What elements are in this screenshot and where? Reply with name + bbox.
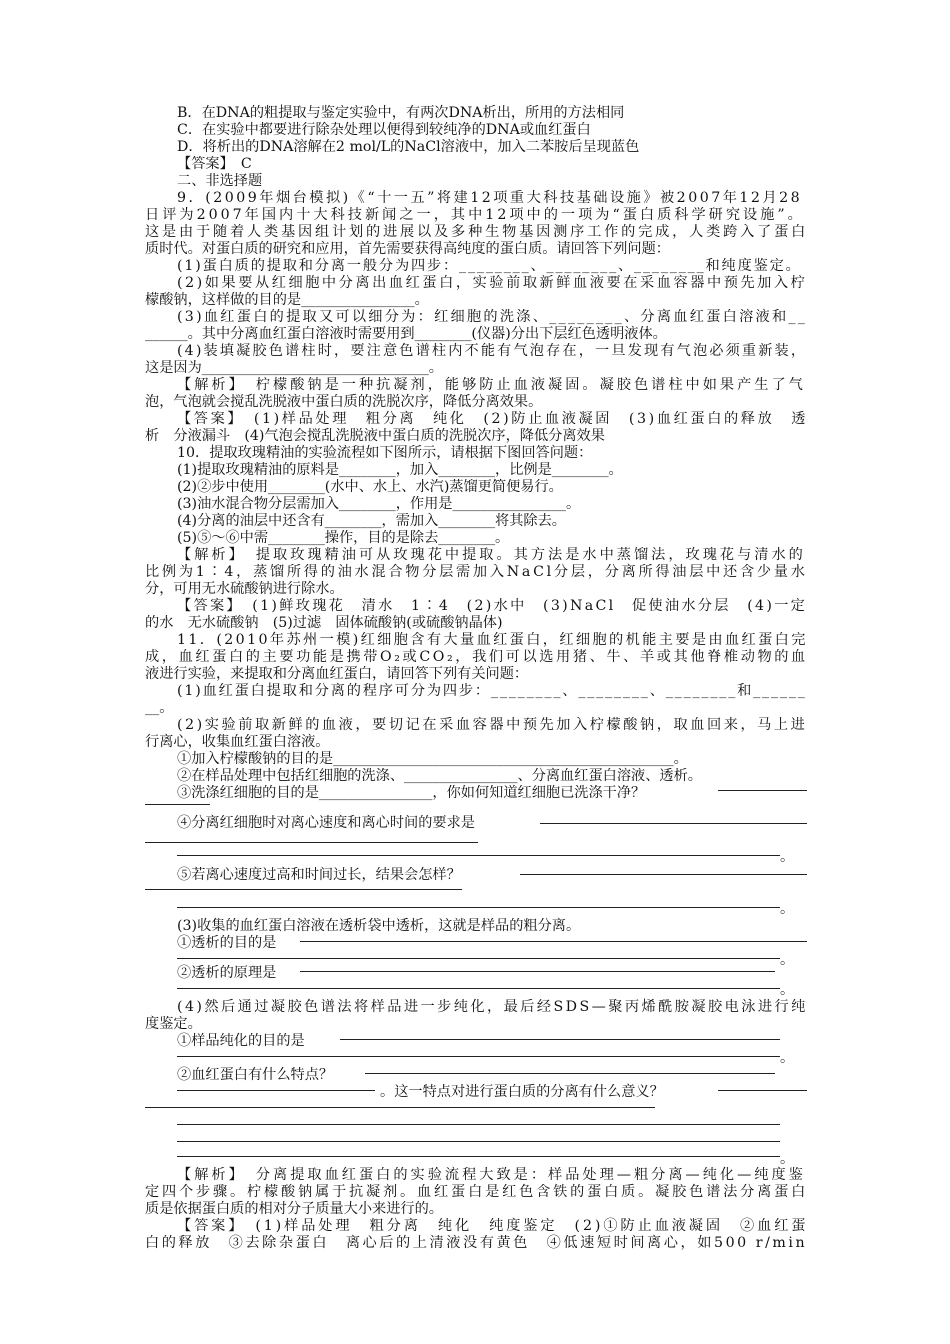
text-line: 【答案】 (1)样品处理 粗分离 纯化 纯度鉴定 (2)①防止血液凝固 ②血红蛋 [177,1218,809,1234]
text-line: 这是因为________________________________。 [145,360,443,376]
text-line: 这是由于随着人类基因组计划的进展以及多种生物基因测序工作的完成，人类跨入了蛋白 [145,224,809,240]
text-line: ①透析的目的是 [177,935,277,951]
text-line: 。 [780,952,795,968]
text-line: 二、非选择题 [177,173,263,189]
text-line: (3)收集的血红蛋白溶液在透析袋中透析，这就是样品的粗分离。 [177,918,581,934]
text-line: (1)蛋白质的提取和分离一般分为四步：________、________、________和纯度鉴定。 [177,258,802,274]
text-line: (3)血红蛋白的提取又可以细分为：红细胞的洗涤、________、分离血红蛋白溶液和__ [177,309,808,325]
answer-blank-line [145,842,478,843]
text-line: 。 [780,901,795,917]
text-line: 【解析】 分离提取血红蛋白的实验流程大致是：样品处理—粗分离—纯化—纯度鉴 [177,1167,806,1183]
answer-blank-line [177,855,780,856]
answer-blank-line [177,958,780,959]
text-line: 液进行实验，来提取和分离血红蛋白，请回答下列有关问题： [145,666,529,682]
text-line: 分，可用无水硫酸钠进行除水。 [145,581,344,597]
text-line: 析 分液漏斗 (4)气泡会搅乱洗脱液中蛋白质的洗脱次序，降低分离效果 [145,428,605,444]
text-line: 【解析】 提取玫瑰精油可从玫瑰花中提取。其方法是水中蒸馏法，玫瑰花与清水的 [177,547,806,563]
text-line: 檬酸钠，这样做的目的是________________。 [145,292,429,308]
text-line: ②在样品处理中包括红细胞的洗涤、________________、分离血红蛋白溶液、透析。 [177,768,702,784]
text-line: __。 [145,700,174,716]
answer-blank-line [520,874,807,875]
text-line: (4)分离的油层中还含有________，需加入________将其除去。 [177,513,566,529]
text-line: 。 [780,849,795,865]
text-line: 【答案】 (1)样品处理 粗分离 纯化 (2)防止血液凝固 (3)血红蛋白的释放 透 [177,411,808,427]
text-line: (3)油水混合物分层需加入________，作用是________________。 [177,496,581,512]
text-line: (4)然后通过凝胶色谱法将样品进一步纯化，最后经SDS—聚丙烯酰胺凝胶电泳进行纯 [177,999,808,1015]
text-line: B．在DNA的粗提取与鉴定实验中，有两次DNA析出，所用的方法相同 [177,105,625,121]
answer-blank-line [177,988,780,989]
answer-blank-line [177,1156,780,1157]
text-line: 质是依据蛋白质的相对分子质量大小来进行的。 [145,1201,443,1217]
text-line: 。 [780,1050,795,1066]
text-line: 比例为1∶4，蒸馏所得的油水混合物分层需加入NaCl分层，分离所得油层中还含少量水 [145,564,808,580]
answer-blank-line [718,1090,807,1091]
text-line: 。 [780,982,795,998]
text-line: (2)②步中使用________(水中、水上、水汽)蒸馏更简便易行。 [177,479,563,495]
text-line: 9．(2009年烟台模拟)《“十一五”将建12项重大科技基础设施》被2007年12月28 [177,190,803,206]
text-line: C．在实验中都要进行除杂处理以便得到较纯净的DNA或血红蛋白 [177,122,591,138]
answer-blank-line [177,1141,780,1142]
text-line: (2)实验前取新鲜的血液，要切记在采血容器中预先加入柠檬酸钠，取血回来，马上进 [177,717,808,733]
text-line: ②血红蛋白有什么特点？ [177,1067,334,1083]
text-line: 。 [780,1151,795,1167]
text-line: ⑤若离心速度过高和时间过长，结果会怎样？ [177,867,461,883]
text-line: 泡，气泡就会搅乱洗脱液中蛋白质的洗脱次序，降低分离效果。 [145,394,543,410]
answer-blank-line [145,1107,655,1108]
text-line: 11．(2010年苏州一模)红细胞含有大量血红蛋白，红细胞的机能主要是由血红蛋白完 [177,632,808,648]
text-line: 日评为2007年国内十大科技新闻之一，其中12项中的一项为“蛋白质科学研究设施”。 [145,207,805,223]
text-line: 【解析】 柠檬酸钠是一种抗凝剂，能够防止血液凝固。凝胶色谱柱中如果产生了气 [177,377,806,393]
text-line: 质时代。对蛋白质的研究和应用，首先需要获得高纯度的蛋白质。请回答下列问题： [145,241,670,257]
text-line: 的水 无水硫酸钠 (5)过滤 固体硫酸钠(或硫酸钠晶体) [145,615,503,631]
answer-blank-line [177,907,780,908]
answer-blank-line [177,1056,780,1057]
answer-blank-line [177,1124,780,1125]
text-line: (1)提取玫瑰精油的原料是________，加入________，比例是________。 [177,462,623,478]
text-line: ②透析的原理是 [177,965,277,981]
answer-blank-line [365,1073,775,1074]
answer-blank-line [718,790,807,791]
text-line: 成，血红蛋白的主要功能是携带O₂或CO₂，我们可以选用猪、牛、羊或其他脊椎动物的血 [145,649,808,665]
text-line: 10．提取玫瑰精油的实验流程如下图所示，请根据下图回答问题： [177,445,593,461]
text-line: ④分离红细胞时对离心速度和离心时间的要求是 [177,815,475,831]
text-line: (2)如果要从红细胞中分离出血红蛋白，实验前取新鲜血液要在采血容器中预先加入柠 [177,275,808,291]
answer-blank-line [340,1039,780,1040]
answer-blank-line [145,889,462,890]
answer-blank-line [177,1090,375,1091]
text-line: 度鉴定。 [145,1016,202,1032]
text-line: (1)血红蛋白提取和分离的程序可分为四步：________、________、________和______ [177,683,807,699]
text-line: ①加入柠檬酸钠的目的是________________________________________________。 [177,751,688,767]
text-line: ______。其中分离血红蛋白溶液时需要用到________(仪器)分出下层红色透明液体。 [145,326,667,342]
text-line: ③洗涤红细胞的目的是________________，你如何知道红细胞已洗涤干净？ [177,785,646,801]
text-line: 【答案】 C [177,156,252,172]
text-line: 【答案】 (1)鲜玫瑰花 清水 1∶4 (2)水中 (3)NaCl 促使油水分层 (4)一定 [177,598,808,614]
text-line: (5)⑤～⑥中需________操作，目的是除去________。 [177,530,510,546]
answer-blank-line [300,941,807,942]
text-line: D．将析出的DNA溶解在2 mol/L的NaCl溶液中，加入二苯胺后呈现蓝色 [177,139,640,155]
text-line: (4)装填凝胶色谱柱时，要注意色谱柱内不能有气泡存在，一旦发现有气泡必须重新装， [177,343,808,359]
text-line: ①样品纯化的目的是 [177,1033,305,1049]
text-line: 定四个步骤。柠檬酸钠属于抗凝剂。血红蛋白是红色含铁的蛋白质。凝胶色谱法分离蛋白 [145,1184,809,1200]
answer-blank-line [540,823,807,824]
answer-blank-line [145,804,210,805]
text-line: 行离心，收集血红蛋白溶液。 [145,734,330,750]
text-line: 。这一特点对进行蛋白质的分离有什么意义？ [380,1084,664,1100]
answer-blank-line [300,971,775,972]
text-line: 白的释放 ③去除杂蛋白 离心后的上清液没有黄色 ④低速短时间离心，如500 r/min [145,1235,808,1251]
